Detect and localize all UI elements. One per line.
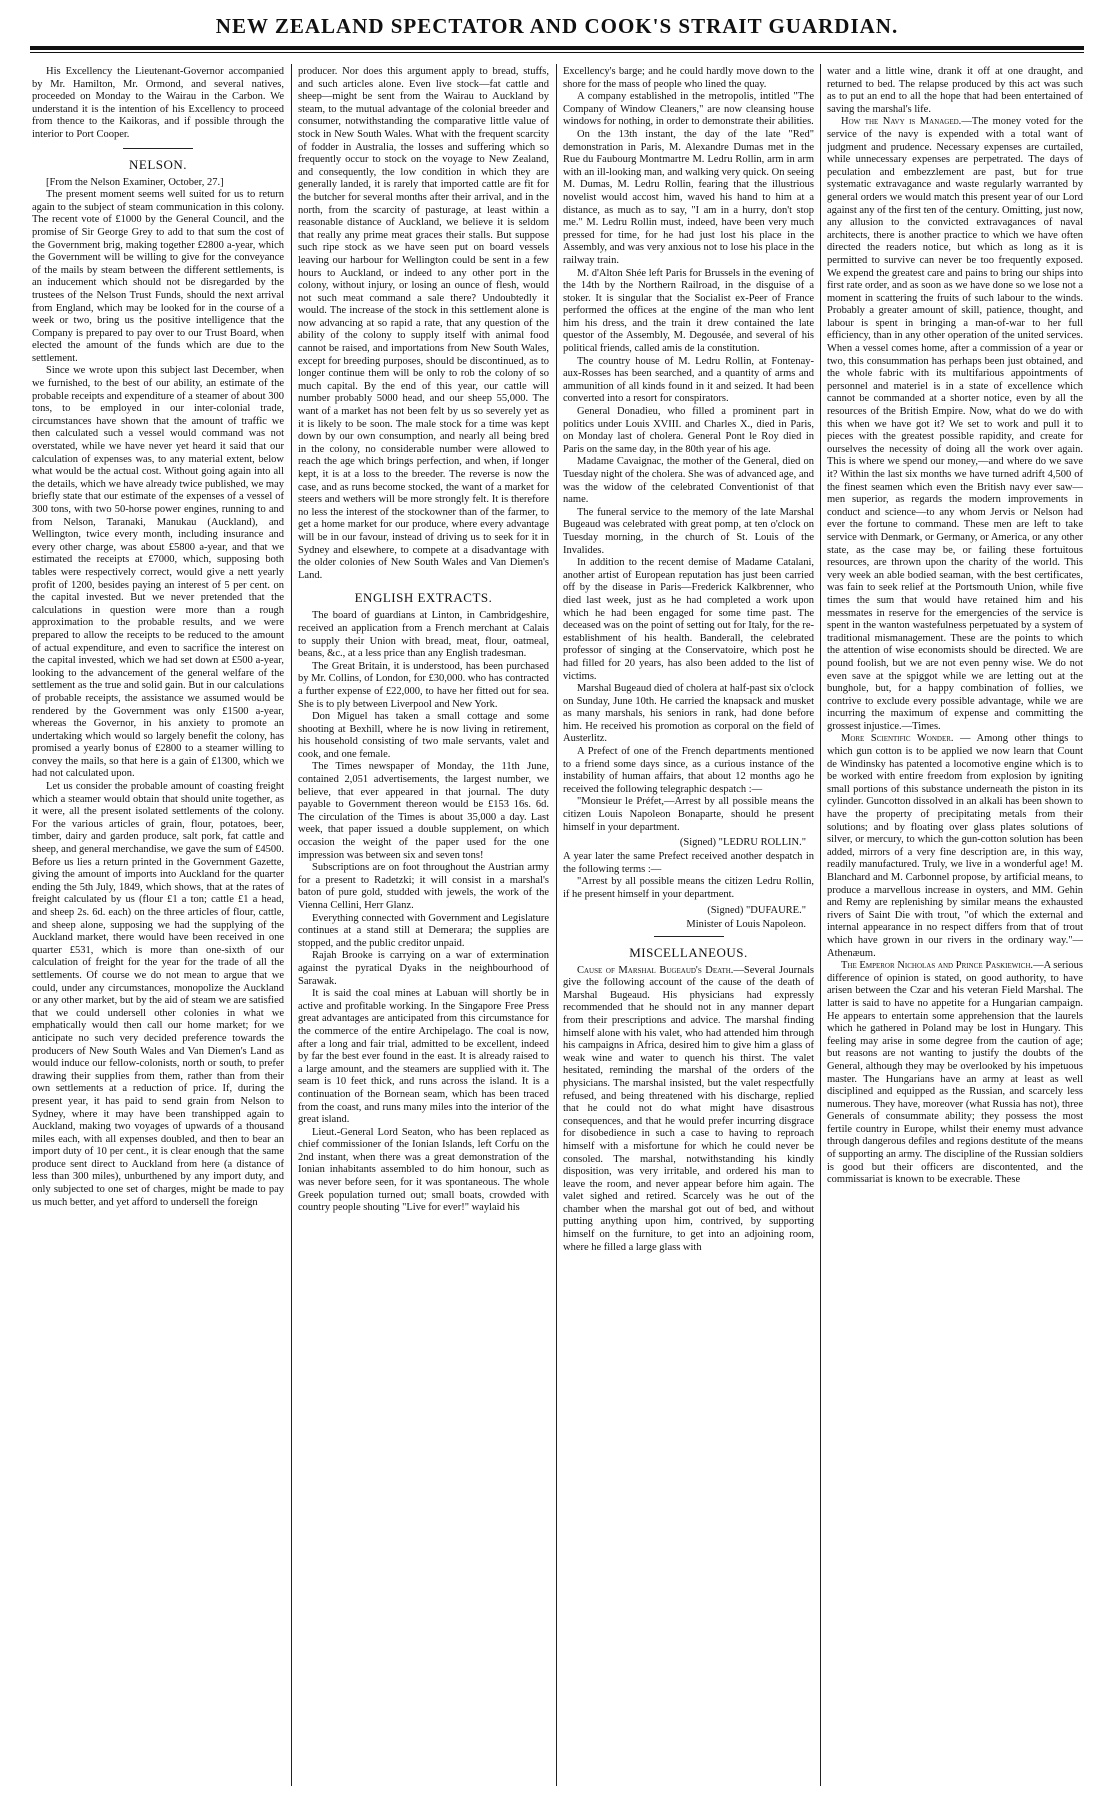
article-paragraph [563, 557, 814, 683]
masthead-rule-thin [30, 52, 1084, 53]
article-lead-in: The Emperor Nicholas and Prince Paskiewich. [841, 960, 1034, 972]
article-text: Subscriptions are on foot throughout the Austrian army for a present to Radetzki; it will consist in a marshal's baton of pure gold, studded with jewels, the work of the Vienna Cellini, Herr Glanz. [298, 862, 549, 911]
masthead-rule-thick [30, 46, 1084, 50]
article-text: "Arrest by all possible means the citizen Ledru Rollin, if he present himself in your department. [563, 876, 814, 900]
article-paragraph [298, 988, 549, 1127]
article-text: Lieut.-General Lord Seaton, who has been replaced as chief commissioner of the Ionian Islands, left Corfu on the 2nd instant, when there was a great demonstration of the Ionian inhabitants assembled to do him honour, such as was never before seen, for it was spontaneous. The whole Greek population turned out; small boats, crowded with country people shouting "Live for ever!" waylaid his [298, 1126, 549, 1214]
article-paragraph [563, 965, 814, 1255]
article-paragraph [563, 507, 814, 557]
column-divider [291, 64, 292, 1786]
column-divider [820, 64, 821, 1786]
signature-line: (Signed) "DUFAURE." [707, 904, 806, 916]
article-paragraph [298, 711, 549, 761]
article-text: —The money voted for the service of the navy is expended with a total want of judgment and prudence. Necessary expenses are curtailed, while unnecessary expenses are perpetrated. The days of peculation and embezzlement are past, but for true systematic extravagance and waste regularly warranted by general orders we would match this present year of our Lord against any of the first ten of the century. Omitting, just now, any allusion to the convicted extravagances of naval architects, there is another practice to which we have often directed the readers notice, but which as long as it is permitted to survive can never be too frequently exposed. We expend the greatest care and pains to bring our ships into first rate order, and as soon as we have done so we lose not a moment in scattering the fruits of such labour to the winds. Probably a greater amount of skill, patience, thought, and labour is spent in bringing a man-of-war to her full efficiency, than in any other operation of the united services. When a vessel comes home, after a commission of a year or two, this consummation has perhaps been just obtained, and the whole fabric with its multifarious appointments of personnel and materiel is in a state of excellence which cannot be commanded at a shorter notice, even by all the resources of the British Empire. Now, what do we do with this when we have got it? We set to work and pull it to pieces with the greatest possible rapidity, and create for ourselves the necessity of doing all the work over again. This is where we spend our money,—and where do we save it? Within the last six months we have turned adrift 4,500 of the finest seamen which even the British navy ever saw— men superior, as regards the modern improvements in conduct and science—to any whom Jervis or Nelson had ever the fortune to command. These men are left to take service with Denmark, or Germany, or America, or any other state, as the case may be, or failing these fortuitous resources, are thrown upon the charity of the world. This very week an able bodied seaman, with the best certificates, was fain to seek relief at the Portsmouth Union, while five times the sum that would have retained him and his messmates in reserve for the emergencies of the service is spent in the wanton wastefulness perpetuated by a system of traditional mismanagement. These are the points to which the attention of wise economists should be directed. We are pound foolish, but we are not even penny wise. We do not even save at the spiggot while we are letting out at the bunghole, but, for a happy combination of follies, we contrive to exclude every possible advantage, while we are incurring the maximum of expense and committing the grossest injustice.—Times. [827, 116, 1083, 732]
article-text: His Excellency the Lieutenant-Governor accompanied by Mr. Hamilton, Mr. Ormond, and several natives, proceeded on Monday to the Wairau in the Carbon. We understand it is the intention of his Excellency to proceed from thence to the Kaikoras, and if possible through the interior to Port Cooper. [32, 66, 284, 140]
article-lead-in: More Scientific Wonder. [841, 733, 954, 745]
article-text: A company established in the metropolis, intitled "The Company of Window Cleaners," are now cleansing house windows for nothing, in order to demonstrate their abilities. [563, 91, 814, 128]
section-rule [123, 148, 193, 149]
article-text: The funeral service to the memory of the late Marshal Bugeaud was celebrated with great pomp, at ten o'clock on Tuesday morning, in the church of St. Louis of the Invalides. [563, 506, 814, 556]
article-text: Excellency's barge; and he could hardly move down to the shore for the mass of people who lined the quay. [563, 66, 814, 90]
article-paragraph [563, 356, 814, 406]
article-text: Since we wrote upon this subject last December, when we furnished, to the best of our ability, an estimate of the probable receipts and expenditure of a steamer of about 300 tons, to be employed in our inter-colonial trade, circumstances have shown that the amount of traffic we then calculated such a vessel would command was not overstated, while we have never yet heard it said that our calculation of expenses was, to any material extent, below what would be the actual cost. Without going again into all the details, which we have already twice published, we may briefly state that our estimate of the expenses of a vessel of 300 tons, with two 50-horse power engines, running to and from Nelson, Taranaki, Manukau (Auckland), and Wellington, twice every month, including insurance and every other charge, was about £5800 a-year, and that we estimated the receipts at £7000, which, supposing both tables were respectively correct, would give a nett yearly profit of 1200, besides paying an interest of 5 per cent. on the capital invested. But we never pretended that the calculations in question were more than a rough approximation to the probable results, and we were prepared to allow the receipts to be reduced to the amount of actual expenditure, and even to sacrifice the interest on the capital invested, which we had set down at £500 a-year, looking to the advancement of the general welfare of the settlement as the true and solid gain. But in our calculations of probable receipts, the assistance we assumed would be rendered by the Government was only £1500 a-year, whereas the Governor, in his anxiety to promote an undertaking which would so largely benefit the colony, has promised a yearly bonus of £2800 to a steamer willing to convey the mails, so that here is a gain of £1300, which we had not calculated upon. [32, 365, 284, 780]
article-paragraph [298, 913, 549, 951]
article-text: [From the Nelson Examiner, October, 27.] [46, 176, 224, 188]
article-paragraph [563, 876, 814, 901]
section-heading: NELSON. [128, 156, 188, 172]
article-text: Rajah Brooke is carrying on a war of extermination against the pyratical Dyaks in the neighbourhood of Sarawak. [298, 950, 549, 987]
article-text: Don Miguel has taken a small cottage and some shooting at Bexhill, where he is now living in retirement, his household consisting of two male servants, valet and cook, and one female. [298, 711, 549, 760]
article-text: The country house of M. Ledru Rollin, at Fontenay-aux-Rosses has been searched, and a quantity of arms and ammunition of all kinds found in it and seized. It had been converted into a resort for conspirators. [563, 355, 814, 405]
article-text: Let us consider the probable amount of coasting freight which a steamer would obtain that should unite together, as it were, all the present isolated settlements of the colony. For the various articles of grain, flour, potatoes, beer, timber, dairy and garden produce, salt pork, fat cattle and sheep, and general merchandise, we gave the sum of £4500. Before us lies a return printed in the Government Gazette, giving the amount of imports into Auckland for the quarter ending the 5th July, 1849, which shows, that at the rates of freight calculated by us (flour £1 a ton; cattle £1 a head, and sheep 2s. 6d. each) on the three articles of flour, cattle, and sheep alone, supposing we had the supplying of the Auckland market, there would have been received in one quarter £531, which is more than one-sixth of our calculation of freight for the year for the trade of all the settlements. Of course we do not mean to argue that we could, under any circumstances, monopolize the Auckland or any other market, but by the aid of steam we are satisfied that we could undersell other colonies in what we emphatically would then call our home market; for we anticipate no such very decided preference towards the producers of New South Wales and Van Diemen's Land as would induce our fellow-colonists, north or south, to prefer drawing their supplies from them, rather than from their own settlements at a reduction of price. If, during the present year, it has paid to send grain from Nelson to Sydney, where it may have been transhipped again to Auckland, making two voyages of upwards of a thousand miles each, with all expenses doubled, and then to bear an import duty of 10 per cent., it is clear enough that the same produce sent direct to Auckland from here (a distance of less than 300 miles), unburthened by any import duty, and only subjected to one set of charges, might be made to pay us much better, and yet afford to undersell the foreign [32, 781, 284, 1208]
article-text: It is said the coal mines at Labuan will shortly be in active and profitable working. In the Singapore Free Press great advantages are anticipated from this circumstance for the commerce of the entire Archipelago. The coal is now, after a long and fair trial, admitted to be excellent, indeed by far the best ever found in the east. It is already raised to a large amount, and the steamers are supplied with it. The seam is 10 feet thick, and runs across the island. It is a continuation of the Bornean seam, which has been traced from the coast, and runs many miles into the interior of the great island. [298, 988, 549, 1126]
article-text: General Donadieu, who filled a prominent part in politics under Louis XVIII. and Charles X., died in Paris, on Monday last of cholera. General Pont le Roy died in Paris on the same day, in the 80th year of his age. [563, 406, 814, 455]
article-text: The board of guardians at Linton, in Cambridgeshire, received an application from a French merchant at Calais to supply their Union with bread, meat, flour, oatmeal, beans, &c., at a less price than any English tradesman. [298, 610, 549, 660]
article-lead-in: How the Navy is Managed. [841, 116, 962, 128]
signature-line: (Signed) "LEDRU ROLLIN." [679, 837, 806, 849]
article-text: water and a little wine, drank it off at one draught, and returned to bed. The relapse produced by this act was such as to put an end to all the hope that had been entertained of saving the marshal's life. [827, 66, 1083, 115]
article-paragraph [32, 177, 284, 190]
column-4 [827, 66, 1083, 1786]
article-text: producer. Nor does this argument apply to bread, stuffs, and such articles alone. Even live stock—fat cattle and sheep—might be sent from the Wairau to Auckland by steam, to the mutual advantage of the colonial breeder and consumer, notwithstanding the comparative little value of stock in New South Wales. What with the frequent scarcity of fodder in Australia, the losses and suffering which so frequently occur to stock on the voyage to New Zealand, and consequently, the low condition in which they are generally landed, it is rarely that imported cattle are fit for the butcher for several months after their arrival, and in the north, from the scarcity of pasturage, at least within a reasonable distance of Auckland, we believe it is seldom that really any prime meat graces their stalls. But suppose such ripe stock as we have seen put on board vessels leaving our harbour for Wellington could be sent in a few hours to Auckland, or indeed to any other port in the colony, without injury, or losing an ounce of flesh, would not such meat command a sale there? Undoubtedly it would. The increase of the stock in this settlement alone is now advancing at so rapid a rate, that any question of the ability of the colony to supply itself with animal food cannot be raised, and importations from New South Wales, except for breeding purposes, should be discontinued, as to longer continue them will be only to rob the colony of so much capital. By the end of this year, our cattle will number probably 5000 head, and our sheep 55,000. The want of a market has not been felt by us so severely yet as it is likely to be soon. The male stock for a time was kept down by our own consumption, and nearly all being bred in the colony, no considerable number were allowed to reach the age which brings perfection, and when, if longer kept, it is at a loss to the breeder. The reverse is now the case, and as runs become stocked, the want of a market for steers and wethers will be more strongly felt. It is therefore no less the interest of the stockowner than of the farmer, to get a home market for our produce, where every advantage will be in our favour, instead of driving us to seek for it in Sydney and elsewhere, to compete at a disadvantage with the older colonies of New South Wales and Van Diemen's Land. [298, 66, 549, 581]
section-heading: ENGLISH EXTRACTS. [354, 590, 493, 606]
article-paragraph [32, 189, 284, 365]
signature-line: Minister of Louis Napoleon. [686, 918, 806, 930]
column-1 [32, 66, 284, 1786]
article-paragraph [563, 66, 814, 91]
article-text: A Prefect of one of the French departments mentioned to a friend some days since, as a curious instance of the instability of human affairs, that about 12 months ago he received the following telegraphic despatch :— [563, 746, 814, 795]
article-text: —A serious difference of opinion is stated, on good authority, to have arisen between the Czar and his veteran Field Marshal. The latter is said to have no appetite for a Hungarian campaign. He appears to entertain some apprehension that the laurels which he gathered in Poland may be lost in Hungary. This feeling may arise in some degree from the caution of age; but reasons are not wanting to justify the doubts of the General, although they may be overlooked by his impetuous master. The Hungarians have an army at least as well disciplined and equipped as the Russian, and scarcely less numerous. They have, moreover (what Russia has not), three Generals of consummate ability; they possess the most fertile country in Europe, whilst their enemy must advance through dangerous defiles and regions destitute of the means of supporting an army. The discipline of the Russian soldiers is good but their officers are discontented, and the commissariat is known to be execrable. These [827, 960, 1083, 1186]
article-text: "Monsieur le Préfet,—Arrest by all possible means the citizen Louis Napoleon Bonaparte, should he present himself in your department. [563, 796, 814, 833]
article-paragraph [827, 733, 1083, 960]
article-paragraph [563, 406, 814, 456]
article-paragraph [563, 268, 814, 356]
article-paragraph [827, 960, 1083, 1187]
article-paragraph [827, 116, 1083, 733]
article-text: A year later the same Prefect received another despatch in the following terms :— [563, 851, 814, 875]
article-text: Everything connected with Government and Legislature continues at a stand still at Demerara; the supplies are stopped, and the public creditor unpaid. [298, 912, 549, 949]
article-lead-in: Cause of Marshal Bugeaud's Death. [577, 964, 734, 976]
article-paragraph [298, 610, 549, 660]
article-paragraph [563, 456, 814, 506]
section-rule [654, 936, 724, 937]
article-paragraph [563, 683, 814, 746]
article-paragraph [563, 746, 814, 796]
article-text: —Several Journals give the following account of the cause of the death of Marshal Bugeaud. His physicians had expressly recommended that he should not in any manner depart from their prescriptions and advice. The marshal finding himself alone with his valet, who had attended him through his campaigns in Africa, desired him to give him a glass of weak wine and water to quench his thirst. The valet hesitated, reminding the marshal of the orders of the physicians. The marshal insisted, but the valet respectfully refused, and being threatened with his discharge, replied that he could not do what might have disastrous consequences, and that he would prefer incurring disgrace for disobedience in such a case to having to reproach himself with a misfortune for which he could never be consoled. The marshal, notwithstanding his kindly disposition, was very irritable, and ordered his man to leave the room, and never appear before him again. The valet sighed and retired. Scarcely was he out of the chamber when the marshal got out of bed, and without putting anything upon him, contrived, by supporting himself on the furniture, to get into an adjoining room, where he filled a large glass with [563, 964, 814, 1253]
article-paragraph [563, 851, 814, 876]
column-3 [563, 66, 814, 1786]
article-paragraph [298, 950, 549, 988]
article-paragraph [32, 781, 284, 1209]
article-paragraph [298, 661, 549, 711]
article-paragraph [32, 66, 284, 142]
article-paragraph [298, 862, 549, 912]
article-text: On the 13th instant, the day of the late "Red" demonstration in Paris, M. Alexandre Dumas met in the Rue du Faubourg Montmartre M. Ledru Rollin, arm in arm with an ill-looking man, and walking very quick. On seeing M. Dumas, M. Ledru Rollin, fearing that the illustrious novelist would accost him, waved his hand to him at a distance, as much as to say, "I am in a hurry, don't stop me." M. Ledru Rollin must, indeed, have been very much pressed for time, for he had just lost his place in the Assembly, and was very anxious not to lose his place in the railway train. [563, 128, 814, 266]
article-paragraph [32, 365, 284, 781]
article-text: Marshal Bugeaud died of cholera at half-past six o'clock on Sunday, June 10th. He carried the knapsack and musket as many marshals, his seniors in rank, had done before him. He received his promotion as corporal on the field of Austerlitz. [563, 683, 814, 745]
article-paragraph [563, 91, 814, 129]
article-text: The present moment seems well suited for us to return again to the subject of steam communication in this colony. The recent vote of £1000 by the General Council, and the promise of Sir George Grey to add to that sum the cost of the Government brig, making together £2800 a-year, which the Government will be willing to give for the conveyance of the mails by steam between the different settlements, is an inducement which should not be disregarded by the trustees of the Nelson Trust Funds, should the next arrival from England, which may be looked for in the course of a week or two, bring us the positive intelligence that the Company is prepared to pay over to our Trust Board, when elected the amount of the funds which are due to the settlement. [32, 189, 284, 364]
article-paragraph [298, 761, 549, 862]
column-2 [298, 66, 549, 1786]
article-text: Madame Cavaignac, the mother of the General, died on Tuesday night of the cholera. She was of advanced age, and was the widow of the celebrated Conventionist of that name. [563, 456, 814, 506]
article-text: The Times newspaper of Monday, the 11th June, contained 2,051 advertisements, the largest number, we believe, that ever appeared in that journal. The duty payable to Government thereon would be £153 16s. 6d. The circulation of the Times is about 35,000 a day. Last week, that paper issued a double supplement, on which occasion the weight of the paper used for the one impression was between six and seven tons! [298, 761, 549, 861]
article-paragraph [298, 1127, 549, 1215]
masthead: NEW ZEALAND SPECTATOR AND COOK'S STRAIT GUARDIAN. [215, 14, 899, 38]
article-paragraph [827, 66, 1083, 116]
article-text: — Among other things to which gun cotton is to be applied we now learn that Count de Windinsky has patented a locomotive engine which is to be worked with entire freedom from explosion by igniting small portions of this substance underneath the piston in its cylinder. Guncotton dissolved in an alkali has been shown to have the property of precipitating metals from their solutions; and by floating over glass plates solutions of silver, or mercury, to which the gun-cotton solution has been added, mirrors of a very fine description are, in this way, readily manufactured. Truly, we live in a wonderful age! M. Blanchard and M. Carbonnel propose, by artificial means, to produce a marvellous increase in oysters, and MM. Gehin and Remy are replenishing by similar means the exhausted rivers of Saint Die with trout, "of which the external and internal appearance in no respect differs from that of trout which have grown in our rivers in the ordinary way."—Athenæum. [827, 733, 1083, 959]
section-heading: MISCELLANEOUS. [629, 944, 748, 960]
article-text: In addition to the recent demise of Madame Catalani, another artist of European reputation has just been carried off by the disease in Paris—Frederick Kalkbrenner, who died last week, just as he had completed a work upon which he had been engaged for some time past. The deceased was on the point of setting out for Italy, for the re-establishment of his health. Banderall, the celebrated professor of singing at the Conservatoire, which post he had filled for 20 years, has also been added to the list of victims. [563, 557, 814, 682]
article-paragraph [298, 66, 549, 582]
article-paragraph [563, 129, 814, 268]
article-text: The Great Britain, it is understood, has been purchased by Mr. Collins, of London, for £30,000. who has contracted a further expense of £22,000, to have her fitted out for sea. She is to ply between Liverpool and New York. [298, 660, 549, 710]
article-text: M. d'Alton Shée left Paris for Brussels in the evening of the 14th by the Northern Railroad, in the disguise of a stoker. It is singular that the Socialist ex-Peer of France performed the offices at the engine of the man who lent him his dress, and the train it drew contained the late questor of the Assembly, M. Degousée, and several of his political friends, called amis de la constitution. [563, 267, 814, 355]
article-paragraph [563, 796, 814, 834]
column-divider [556, 64, 557, 1786]
